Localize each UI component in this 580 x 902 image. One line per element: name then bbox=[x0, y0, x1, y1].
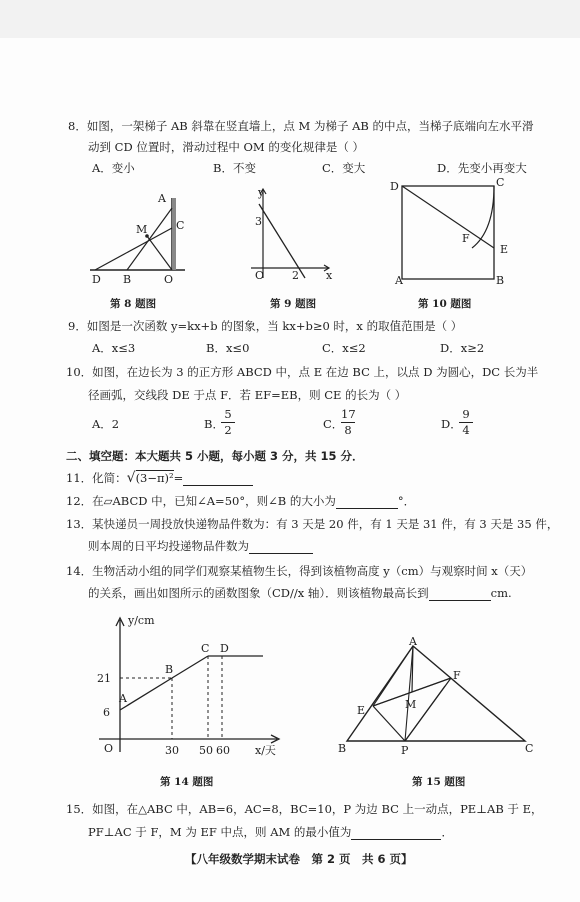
q8-line2: 动到 CD 位置时，滑动过程中 OM 的变化规律是（ ） bbox=[88, 140, 364, 154]
q14-line1: 14．生物活动小组的同学们观察某植物生长，得到该植物高度 y（cm）与观察时间 x（天） bbox=[66, 564, 533, 578]
q8-line1: 8．如图，一架梯子 AB 斜靠在竖直墙上，点 M 为梯子 AB 的中点，当梯子底端向左水平滑 bbox=[68, 119, 534, 133]
q13-line2: 则本周的日平均投递物品件数为 bbox=[88, 538, 313, 554]
q9-option-b: B．x≤0 bbox=[206, 341, 250, 355]
q9-option-d: D．x≥2 bbox=[440, 341, 485, 355]
fig14-xtick-30: 30 bbox=[165, 744, 179, 757]
q8-option-c: C．变大 bbox=[322, 161, 366, 175]
fig9-label-2: 2 bbox=[292, 269, 299, 282]
q9-option-c: C．x≤2 bbox=[322, 341, 366, 355]
q9-option-a: A．x≤3 bbox=[92, 341, 136, 355]
fig8-label-d: D bbox=[92, 273, 101, 286]
fig10-label-a: A bbox=[395, 274, 403, 287]
fig10-caption: 第 10 题图 bbox=[418, 298, 472, 310]
figure-15 bbox=[333, 636, 543, 761]
fig9-label-y: y bbox=[258, 186, 265, 199]
fig15-label-e: E bbox=[357, 704, 366, 717]
fig15-label-f: F bbox=[453, 669, 461, 682]
fig10-label-b: B bbox=[496, 274, 505, 287]
section-2-heading: 二、填空题：本大题共 5 小题，每小题 3 分，共 15 分． bbox=[66, 449, 364, 463]
fig14-label-c: C bbox=[201, 642, 210, 655]
fig14-label-b: B bbox=[165, 663, 174, 676]
fig15-label-b: B bbox=[338, 742, 347, 755]
fig14-label-o: O bbox=[104, 742, 114, 755]
fig14-xtick-50: 50 bbox=[199, 744, 213, 757]
fig8-label-b: B bbox=[123, 273, 132, 286]
fig14-ytick-21: 21 bbox=[97, 672, 111, 685]
fig15-label-a: A bbox=[409, 635, 417, 648]
figure-9 bbox=[247, 186, 347, 286]
q10-line1: 10．如图，在边长为 3 的正方形 ABCD 中，点 E 在边 BC 上，以点 D 为圆心，DC 长为半 bbox=[66, 365, 539, 379]
fig14-ytick-6: 6 bbox=[103, 706, 110, 719]
q15-line2: PF⊥AC 于 F，M 为 EF 中点，则 AM 的最小值为 ． bbox=[88, 825, 453, 839]
fig9-label-3: 3 bbox=[255, 215, 262, 228]
figure-10 bbox=[388, 176, 518, 291]
fig14-label-ycm: y/cm bbox=[128, 614, 155, 627]
fig14-label-xday: x/天 bbox=[255, 744, 276, 757]
q10-option-c: C． bbox=[323, 417, 344, 431]
q9-line1: 9．如图是一次函数 y=kx+b 的图象，当 kx+b≥0 时，x 的取值范围是（ ） bbox=[68, 319, 463, 333]
q8-option-a: A．变小 bbox=[92, 161, 135, 175]
q10-option-b: B． bbox=[204, 417, 224, 431]
q11-text: 11．化简：√(3−π)²= bbox=[66, 470, 253, 486]
fig8-label-m: M bbox=[136, 223, 148, 236]
q10-option-a: A．2 bbox=[92, 417, 120, 431]
fig10-label-f: F bbox=[462, 232, 470, 245]
q14-line2: 的关系，画出如图所示的函数图象（CD//x 轴）．则该植物最高长到 cm. bbox=[88, 586, 512, 600]
q13-line1: 13．某快递员一周投放快递物品件数为：有 3 天是 20 件，有 1 天是 31 件，有 3 天是 35 件， bbox=[66, 517, 559, 531]
q8-option-d: D．先变小再变大 bbox=[437, 161, 527, 175]
fig9-label-x: x bbox=[326, 269, 333, 282]
q12-text: 12．在▱ABCD 中，已知∠A=50°，则∠B 的大小为 °． bbox=[66, 494, 416, 508]
figure-8 bbox=[85, 188, 195, 288]
q10-option-d: D． bbox=[441, 417, 462, 431]
fig15-label-m: M bbox=[405, 698, 417, 711]
fig14-label-a: A bbox=[119, 692, 127, 705]
q10-option-b-fraction: 5 2 bbox=[221, 408, 235, 437]
fig8-caption: 第 8 题图 bbox=[110, 298, 157, 310]
fig15-label-p: P bbox=[401, 744, 409, 757]
fig10-label-d: D bbox=[390, 180, 399, 193]
fig9-caption: 第 9 题图 bbox=[270, 298, 317, 310]
fig9-label-o: O bbox=[255, 269, 265, 282]
page-footer: 【八年级数学期末试卷 第 2 页 共 6 页】 bbox=[185, 852, 413, 866]
fig8-label-a: A bbox=[158, 192, 166, 205]
fig14-label-d: D bbox=[220, 642, 229, 655]
fig8-label-o: O bbox=[164, 273, 174, 286]
q10-option-c-fraction: 17 8 bbox=[341, 407, 356, 437]
figure-14 bbox=[95, 612, 305, 762]
fig10-label-c: C bbox=[496, 176, 505, 189]
q10-line2: 径画弧，交线段 DE 于点 F．若 EF=EB，则 CE 的长为（ ） bbox=[88, 388, 407, 402]
q8-option-b: B．不变 bbox=[213, 161, 256, 175]
fig15-label-c: C bbox=[525, 742, 534, 755]
fig14-xtick-60: 60 bbox=[216, 744, 230, 757]
q10-option-d-fraction: 9 4 bbox=[459, 408, 473, 437]
fig14-caption: 第 14 题图 bbox=[160, 776, 214, 788]
fig10-label-e: E bbox=[500, 243, 509, 256]
fig15-caption: 第 15 题图 bbox=[412, 776, 466, 788]
fig8-label-c: C bbox=[176, 219, 185, 232]
q15-line1: 15．如图，在△ABC 中，AB=6，AC=8，BC=10，P 为边 BC 上一动点，PE⊥AB 于 E， bbox=[66, 802, 543, 816]
